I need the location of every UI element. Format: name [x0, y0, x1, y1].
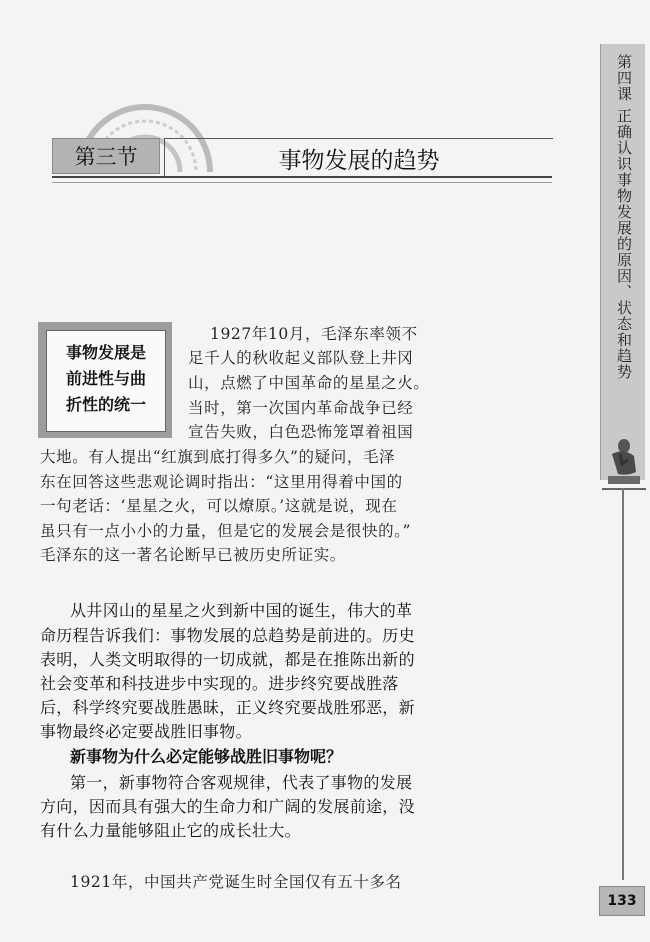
- body-line: 有什么力量能够阻止它的成长壮大。: [40, 821, 301, 840]
- quote-line: 足千人的秋收起义部队登上井冈: [188, 349, 414, 367]
- body-line: 后，科学终究要战胜愚昧，正义终究要战胜邪恶，新: [40, 698, 415, 717]
- quote-line: 大地。有人提出“红旗到底打得多久”的疑问，毛泽: [40, 448, 396, 466]
- body-line: 事物最终必定要战胜旧事物。: [40, 722, 252, 741]
- quote-line: 1927年10月，毛泽东率领不: [210, 325, 418, 343]
- callout-line: 事物发展是: [65, 343, 146, 362]
- callout-line: 折性的统一: [65, 395, 146, 414]
- thinker-statue-icon: [598, 432, 646, 488]
- quote-line: 山，点燃了中国革命的星星之火。: [188, 374, 430, 392]
- page-number: 133: [599, 886, 645, 916]
- body-line: 表明，人类文明取得的一切成就，都是在推陈出新的: [40, 650, 415, 669]
- side-divider-vertical: [622, 488, 624, 880]
- body-line: 从井冈山的星星之火到新中国的诞生，伟大的革: [70, 601, 413, 620]
- quote-line: 虽只有一点小小的力量，但是它的发展会是很快的。”: [40, 522, 412, 540]
- callout-line: 前进性与曲: [65, 369, 146, 388]
- body-line: 方向，因而具有强大的生命力和广阔的发展前途，没: [40, 797, 415, 816]
- quote-line: 当时，第一次国内革命战争已经: [188, 399, 414, 417]
- question-subheading: 新事物为什么必定能够战胜旧事物呢？: [70, 747, 343, 766]
- body-line: 命历程告诉我们：事物发展的总趋势是前进的。历史: [40, 626, 415, 645]
- side-divider-horizontal: [602, 488, 646, 490]
- heading-rule: [52, 176, 552, 178]
- section-title: 事物发展的趋势: [164, 138, 553, 177]
- quote-line: 1921年，中国共产党诞生时全国仅有五十多名: [70, 873, 402, 891]
- quote-line: 一句老话：‘星星之火，可以燎原。’这就是说，现在: [40, 497, 398, 515]
- quote-line: 宣告失败，白色恐怖笼罩着祖国: [188, 423, 414, 441]
- chapter-side-tab-title: 第四课 正确认识事物发展的原因、状态和趋势: [615, 54, 633, 380]
- heading-rule-thin: [52, 182, 552, 183]
- section-number-label: 第三节: [52, 138, 160, 174]
- quote-line: 毛泽东的这一著名论断早已被历史所证实。: [40, 546, 346, 564]
- quote-line: 东在回答这些悲观论调时指出：“这里用得着中国的: [40, 473, 403, 491]
- body-line: 社会变革和科技进步中实现的。进步终究要战胜落: [40, 674, 399, 693]
- callout-text: [50, 340, 162, 418]
- body-line: 第一，新事物符合客观规律，代表了事物的发展: [70, 773, 413, 792]
